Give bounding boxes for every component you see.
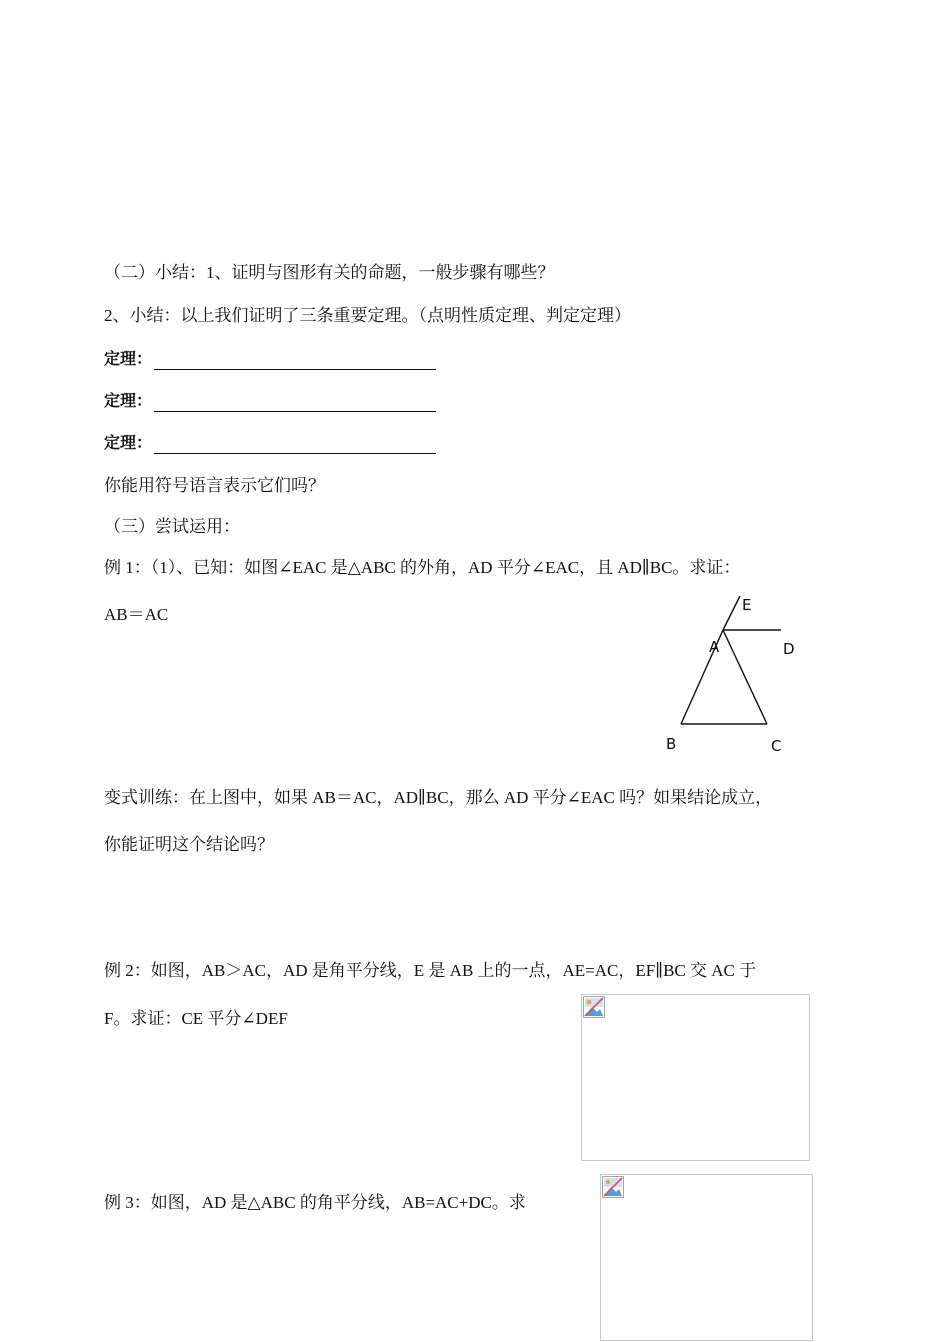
theorem-blank-1: [104, 348, 436, 370]
summary-question-line: （二）小结：1、证明与图形有关的命题，一般步骤有哪些？: [104, 263, 555, 282]
label-A: A: [709, 638, 720, 656]
theorem-blank-2: [104, 390, 436, 412]
theorem-label: 定理：: [104, 433, 153, 452]
triangle-figure: [650, 588, 810, 760]
label-B: B: [666, 735, 677, 753]
example2-text: 例 2：如图，AB＞AC，AD 是角平分线，E 是 AB 上的一点，AE=AC，EF∥BC 交 AC 于: [104, 961, 757, 980]
fill-in-blank: [154, 393, 436, 412]
symbol-language-question: 你能用符号语言表示它们吗？: [104, 476, 325, 495]
label-C: C: [771, 737, 782, 755]
label-E: E: [742, 596, 752, 614]
side-AC: [723, 630, 767, 724]
example1-text: 例 1：（1）、已知：如图∠EAC 是△ABC 的外角，AD 平分∠EAC，且 AD∥BC。求证：: [104, 558, 741, 577]
fill-in-blank: [154, 351, 436, 370]
variant-question: 你能证明这个结论吗？: [104, 835, 274, 854]
variant-text: 变式训练：在上图中，如果 AB＝AC，AD∥BC，那么 AD 平分∠EAC 吗？如果结论成立，: [104, 788, 773, 807]
example1-conclusion: AB＝AC: [104, 605, 169, 624]
label-D: D: [783, 640, 795, 658]
theorem-blank-3: [104, 432, 436, 454]
fill-in-blank: [154, 435, 436, 454]
practice-heading: （三）尝试运用：: [104, 517, 240, 536]
broken-image-icon: [602, 1176, 624, 1198]
theorem-label: 定理：: [104, 349, 153, 368]
summary-theorems-line: 2、小结：以上我们证明了三条重要定理。（点明性质定理、判定定理）: [104, 306, 631, 325]
example2-figure-placeholder: [581, 994, 810, 1161]
example3-figure-placeholder: [600, 1174, 813, 1341]
broken-image-icon: [583, 996, 605, 1018]
example2-conclusion: F。求证：CE 平分∠DEF: [104, 1009, 288, 1028]
theorem-label: 定理：: [104, 391, 153, 410]
line-AE: [723, 596, 740, 630]
example3-text: 例 3：如图，AD 是△ABC 的角平分线，AB=AC+DC。求: [104, 1193, 526, 1212]
